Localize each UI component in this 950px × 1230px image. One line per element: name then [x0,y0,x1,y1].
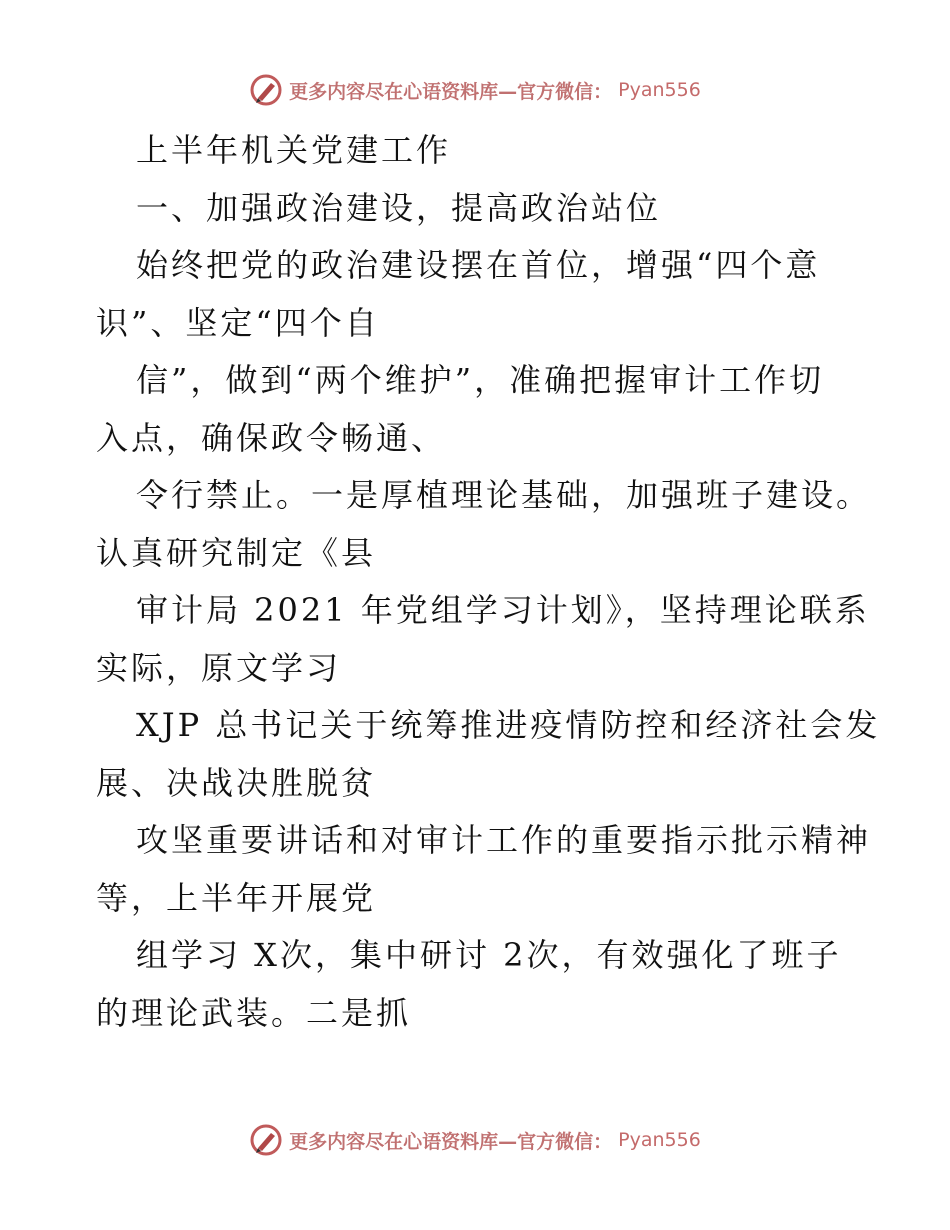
doc-line: 审计局 2021 年党组学习计划》，坚持理论联系 [136,591,870,629]
pen-logo-icon [249,73,283,107]
doc-line: 上半年机关党建工作 [136,131,452,169]
doc-line: 等，上半年开展党 [96,878,377,917]
watermark-text: 更多内容尽在心语资料库—官方微信： [289,80,613,103]
footer-watermark [0,1120,950,1160]
doc-line: 令行禁止。一是厚植理论基础，加强班子建设。 [136,476,872,514]
header-watermark [0,70,950,110]
watermark-handle: Pyan556 [618,79,701,101]
doc-line: 入点，确保政令畅通、 [96,418,447,457]
watermark-handle: Pyan556 [618,1129,701,1151]
doc-line: 攻坚重要讲话和对审计工作的重要指示批示精神 [136,821,872,859]
doc-line: 一、加强政治建设，提高政治站位 [136,188,662,227]
doc-line: 展、决战决胜脱贫 [96,763,377,802]
doc-line: 实际，原文学习 [96,648,342,687]
doc-line: 的理论武装。二是抓 [96,993,412,1032]
pen-logo-icon [249,1123,283,1157]
doc-line: XJP 总书记关于统筹推进疫情防控和经济社会发 [136,706,881,744]
doc-line: 始终把党的政治建设摆在首位，增强“四个意 [136,246,821,284]
doc-line: 认真研究制定《县 [96,533,377,572]
doc-line: 组学习 X次，集中研讨 2次，有效强化了班子 [136,936,842,974]
doc-line: 信”，做到“两个维护”，准确把握审计工作切 [136,361,825,399]
watermark-text: 更多内容尽在心语资料库—官方微信： [289,1130,613,1153]
document-body [96,122,881,1042]
doc-line: 识”、坚定“四个自 [96,303,380,342]
